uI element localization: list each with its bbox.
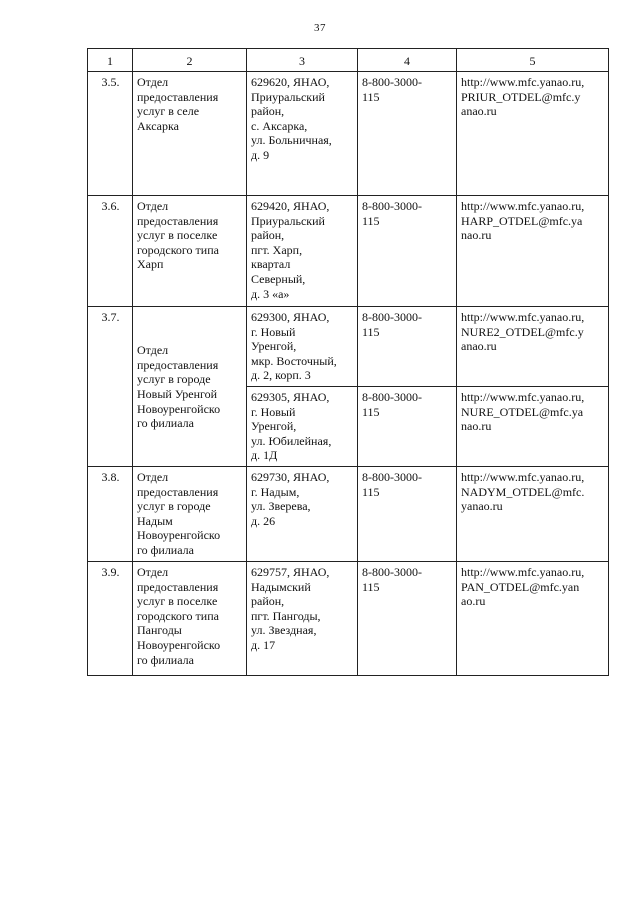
office-phone: 8-800-3000- 115 bbox=[358, 307, 457, 387]
column-header: 1 bbox=[88, 49, 133, 72]
office-phone: 8-800-3000- 115 bbox=[358, 467, 457, 562]
office-phone: 8-800-3000- 115 bbox=[358, 72, 457, 196]
table-row bbox=[88, 307, 609, 387]
office-contacts: http://www.mfc.yanao.ru, NADYM_OTDEL@mfc. yanao.ru bbox=[457, 467, 609, 562]
row-number: 3.9. bbox=[88, 562, 133, 676]
office-name: Отдел предоставления услуг в поселке городского типа Пангоды Новоуренгойско го филиала bbox=[133, 562, 247, 676]
table-row bbox=[88, 467, 609, 562]
office-name: Отдел предоставления услуг в селе Аксарка bbox=[133, 72, 247, 196]
row-number: 3.6. bbox=[88, 196, 133, 307]
offices-table bbox=[87, 48, 609, 676]
row-number: 3.7. bbox=[88, 307, 133, 467]
column-header: 2 bbox=[133, 49, 247, 72]
office-contacts: http://www.mfc.yanao.ru, NURE2_OTDEL@mfc.y anao.ru bbox=[457, 307, 609, 387]
office-phone: 8-800-3000- 115 bbox=[358, 387, 457, 467]
office-address: 629620, ЯНАО, Приуральский район, с. Аксарка, ул. Больничная, д. 9 bbox=[247, 72, 358, 196]
office-phone: 8-800-3000- 115 bbox=[358, 562, 457, 676]
column-header: 3 bbox=[247, 49, 358, 72]
table-row bbox=[88, 72, 609, 196]
page-number: 37 bbox=[314, 22, 326, 34]
row-number: 3.5. bbox=[88, 72, 133, 196]
office-contacts: http://www.mfc.yanao.ru, PAN_OTDEL@mfc.yan ao.ru bbox=[457, 562, 609, 676]
office-address: 629730, ЯНАО, г. Надым, ул. Зверева, д. 26 bbox=[247, 467, 358, 562]
office-name: Отдел предоставления услуг в городе Новый Уренгой Новоуренгойско го филиала bbox=[133, 307, 247, 467]
table-row bbox=[88, 196, 609, 307]
office-contacts: http://www.mfc.yanao.ru, PRIUR_OTDEL@mfc.y anao.ru bbox=[457, 72, 609, 196]
office-address: 629420, ЯНАО, Приуральский район, пгт. Харп, квартал Северный, д. 3 «а» bbox=[247, 196, 358, 307]
office-name: Отдел предоставления услуг в поселке городского типа Харп bbox=[133, 196, 247, 307]
office-address: 629300, ЯНАО, г. Новый Уренгой, мкр. Восточный, д. 2, корп. 3 bbox=[247, 307, 358, 387]
table-row bbox=[88, 562, 609, 676]
office-name: Отдел предоставления услуг в городе Надым Новоуренгойско го филиала bbox=[133, 467, 247, 562]
office-address: 629757, ЯНАО, Надымский район, пгт. Пангоды, ул. Звездная, д. 17 bbox=[247, 562, 358, 676]
office-contacts: http://www.mfc.yanao.ru, HARP_OTDEL@mfc.ya nao.ru bbox=[457, 196, 609, 307]
table-header-row bbox=[88, 49, 609, 72]
column-header: 5 bbox=[457, 49, 609, 72]
column-header: 4 bbox=[358, 49, 457, 72]
office-address: 629305, ЯНАО, г. Новый Уренгой, ул. Юбилейная, д. 1Д bbox=[247, 387, 358, 467]
row-number: 3.8. bbox=[88, 467, 133, 562]
office-phone: 8-800-3000- 115 bbox=[358, 196, 457, 307]
office-contacts: http://www.mfc.yanao.ru, NURE_OTDEL@mfc.ya nao.ru bbox=[457, 387, 609, 467]
